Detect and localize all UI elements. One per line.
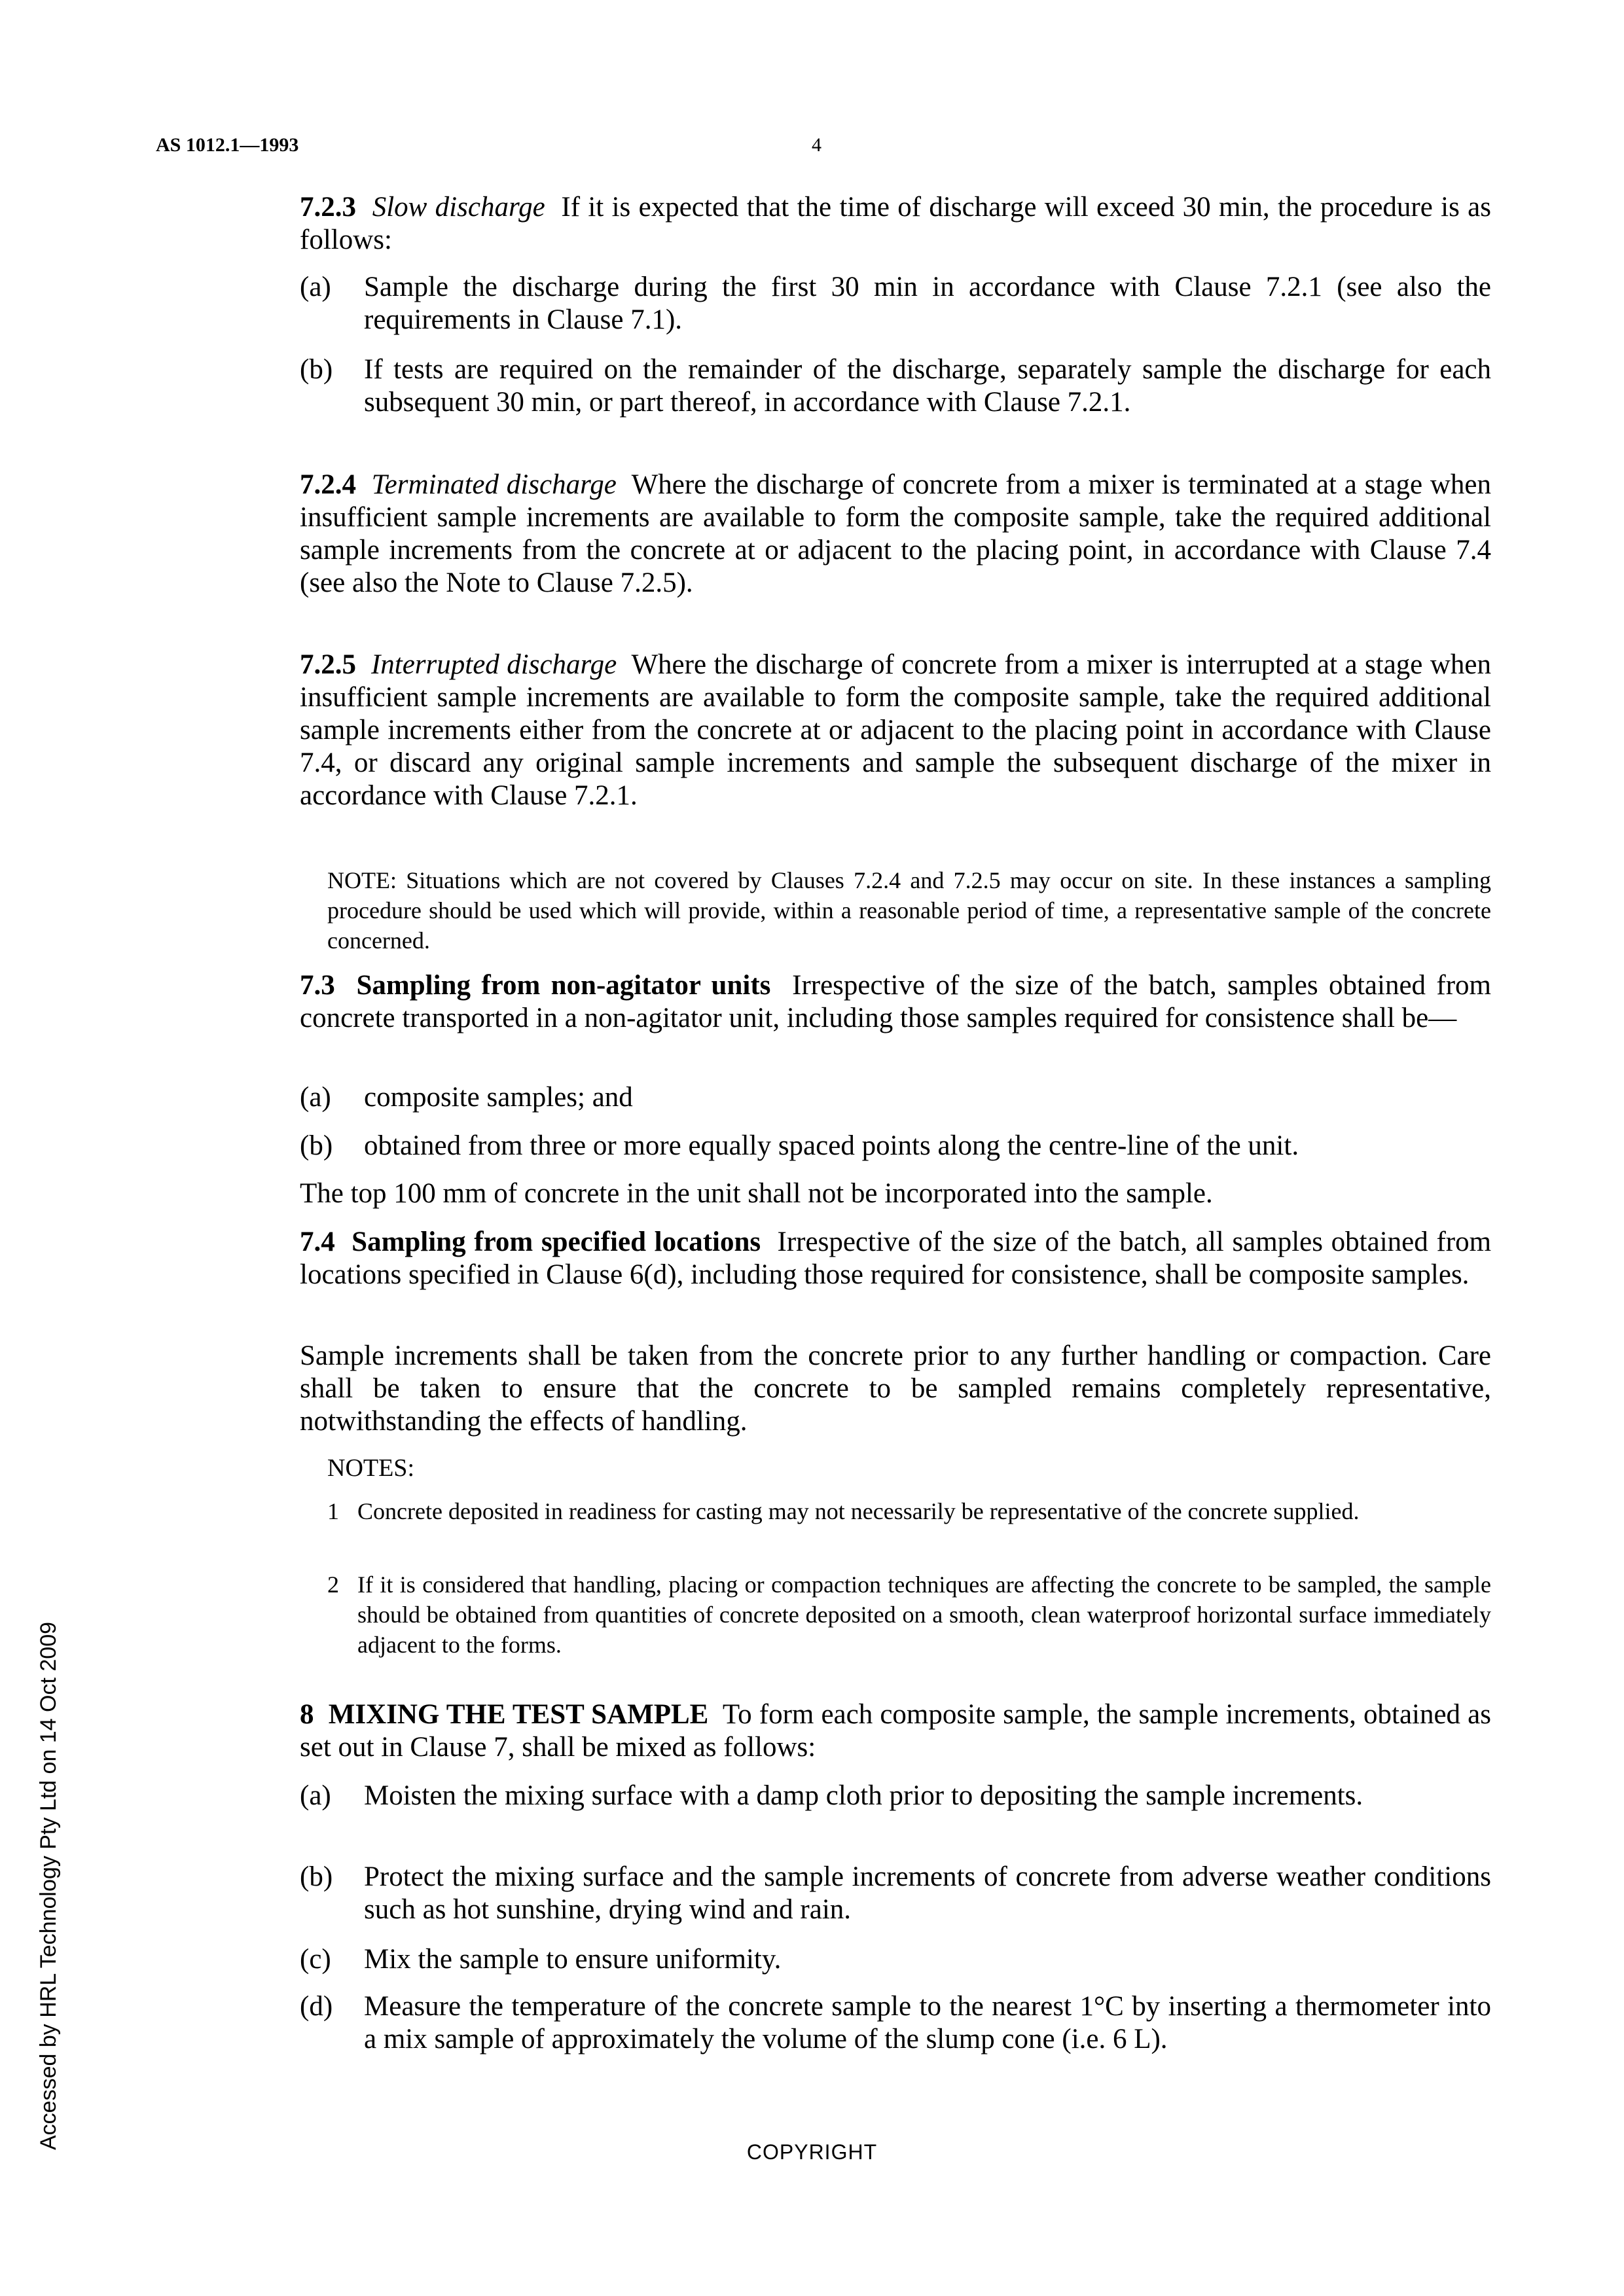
item-label: (a) xyxy=(300,272,331,302)
clause-number: 7.4 xyxy=(300,1227,335,1257)
item-label: (b) xyxy=(300,1130,333,1161)
clause-title: Terminated discharge xyxy=(371,469,617,500)
notes-label: NOTES: xyxy=(327,1454,414,1482)
item-text: Measure the temperature of the concrete sample to the nearest 1°C by inserting a thermometer into a mix sample of approximately the volume of the slump cone (i.e. 6 L). xyxy=(364,1991,1491,2054)
clause-text: Where the discharge of concrete from a mixer is terminated at a stage when insufficient sample increments are available to form the composite sample, take the required additional sample increments from the concrete at or adjacent to the placing point, in accordance with Clause 7.4 (see also the Note to Clause 7.2.5). xyxy=(300,469,1492,598)
clause-number: 7.2.3 xyxy=(300,192,356,223)
list-item xyxy=(300,1780,1491,1812)
clause-7-4 xyxy=(300,1226,1491,1291)
item-text: If tests are required on the remainder of the discharge, separately sample the discharge for each subsequent 30 min, or part thereof, in accordance with Clause 7.2.1. xyxy=(364,354,1491,418)
item-text: Mix the sample to ensure uniformity. xyxy=(364,1944,782,1975)
clause-7-2-5 xyxy=(300,649,1491,812)
clause-number: 7.3 xyxy=(300,970,335,1001)
clause-text: Irrespective of the size of the batch, all samples obtained from locations specified in Clause 6(d), including those required for consistence, shall be composite samples. xyxy=(300,1227,1492,1290)
list-item xyxy=(300,353,1491,419)
page-number: 4 xyxy=(812,134,821,156)
note-number: 1 xyxy=(327,1498,339,1524)
note-text: If it is considered that handling, placing or compaction techniques are affecting the concrete to be sampled, the sample should be obtained from quantities of concrete deposited on a smooth, clean waterproof horizontal surface immediately adjacent to the forms. xyxy=(357,1571,1491,1658)
item-text: Moisten the mixing surface with a damp cloth prior to depositing the sample increments. xyxy=(364,1780,1363,1811)
clause-7-2-3 xyxy=(300,191,1491,257)
clause-text: Where the discharge of concrete from a mixer is interrupted at a stage when insufficient sample increments are available to form the composite sample, take the required additional sample increments either from the concrete at or adjacent to the placing point in accordance with Clause 7.4, or discard any original sample increments and sample the subsequent discharge of the mixer in accordance with Clause 7.2.1. xyxy=(300,649,1492,811)
note-item xyxy=(327,1570,1491,1660)
list-item xyxy=(300,1081,1491,1114)
clause-title: Sampling from specified locations xyxy=(352,1227,761,1257)
clause-7-3 xyxy=(300,969,1491,1035)
list-item xyxy=(300,1943,1491,1976)
note-number: 2 xyxy=(327,1571,339,1598)
clause-title: Slow discharge xyxy=(372,192,545,223)
clause-number: 7.2.4 xyxy=(300,469,356,500)
clause-title: Sampling from non-agitator units xyxy=(356,970,771,1001)
clause-title: MIXING THE TEST SAMPLE xyxy=(328,1699,709,1730)
item-label: (d) xyxy=(300,1991,333,2022)
paragraph: The top 100 mm of concrete in the unit shall not be incorporated into the sample. xyxy=(300,1178,1213,1209)
item-text: Sample the discharge during the first 30 min in accordance with Clause 7.2.1 (see also the requirements in Clause 7.1). xyxy=(364,272,1491,335)
document-id: AS 1012.1—1993 xyxy=(156,134,299,156)
item-text: Protect the mixing surface and the sample increments of concrete from adverse weather conditions such as hot sunshine, drying wind and rain. xyxy=(364,1861,1491,1925)
list-item xyxy=(300,271,1491,336)
clause-7-2-4 xyxy=(300,469,1491,600)
clause-number: 7.2.5 xyxy=(300,649,356,680)
item-text: composite samples; and xyxy=(364,1082,633,1113)
item-label: (b) xyxy=(300,1861,333,1892)
item-label: (a) xyxy=(300,1780,331,1811)
paragraph: Sample increments shall be taken from the concrete prior to any further handling or compaction. Care shall be taken to ensure that the concrete to be sampled remains completely representative, notwithstanding the effects of handling. xyxy=(300,1340,1491,1437)
item-label: (b) xyxy=(300,354,333,385)
note-item xyxy=(327,1496,1491,1526)
clause-title: Interrupted discharge xyxy=(370,649,617,680)
item-text: obtained from three or more equally spaced points along the centre-line of the unit. xyxy=(364,1130,1299,1161)
clause-text: Irrespective of the size of the batch, samples obtained from concrete transported in a non-agitator unit, including those samples required for consistence shall be— xyxy=(300,970,1492,1033)
clause-text: If it is expected that the time of discharge will exceed 30 min, the procedure is as follows: xyxy=(300,192,1492,255)
access-watermark: Accessed by HRL Technology Pty Ltd on 14 Oct 2009 xyxy=(36,1621,61,2150)
item-label: (a) xyxy=(300,1082,331,1113)
clause-text: To form each composite sample, the sample increments, obtained as set out in Clause 7, shall be mixed as follows: xyxy=(300,1699,1492,1763)
clause-number: 8 xyxy=(300,1699,314,1730)
note: NOTE: Situations which are not covered by Clauses 7.2.4 and 7.2.5 may occur on site. In these instances a sampling procedure should be used which will provide, within a reasonable period of time, a representative sample of the concrete concerned. xyxy=(327,867,1491,954)
copyright-footer: COPYRIGHT xyxy=(746,2140,878,2164)
clause-8 xyxy=(300,1698,1491,1764)
list-item xyxy=(300,1990,1491,2056)
list-item xyxy=(300,1861,1491,1926)
item-label: (c) xyxy=(300,1944,331,1975)
list-item xyxy=(300,1130,1491,1162)
note-text: Concrete deposited in readiness for casting may not necessarily be representative of the concrete supplied. xyxy=(357,1498,1360,1524)
